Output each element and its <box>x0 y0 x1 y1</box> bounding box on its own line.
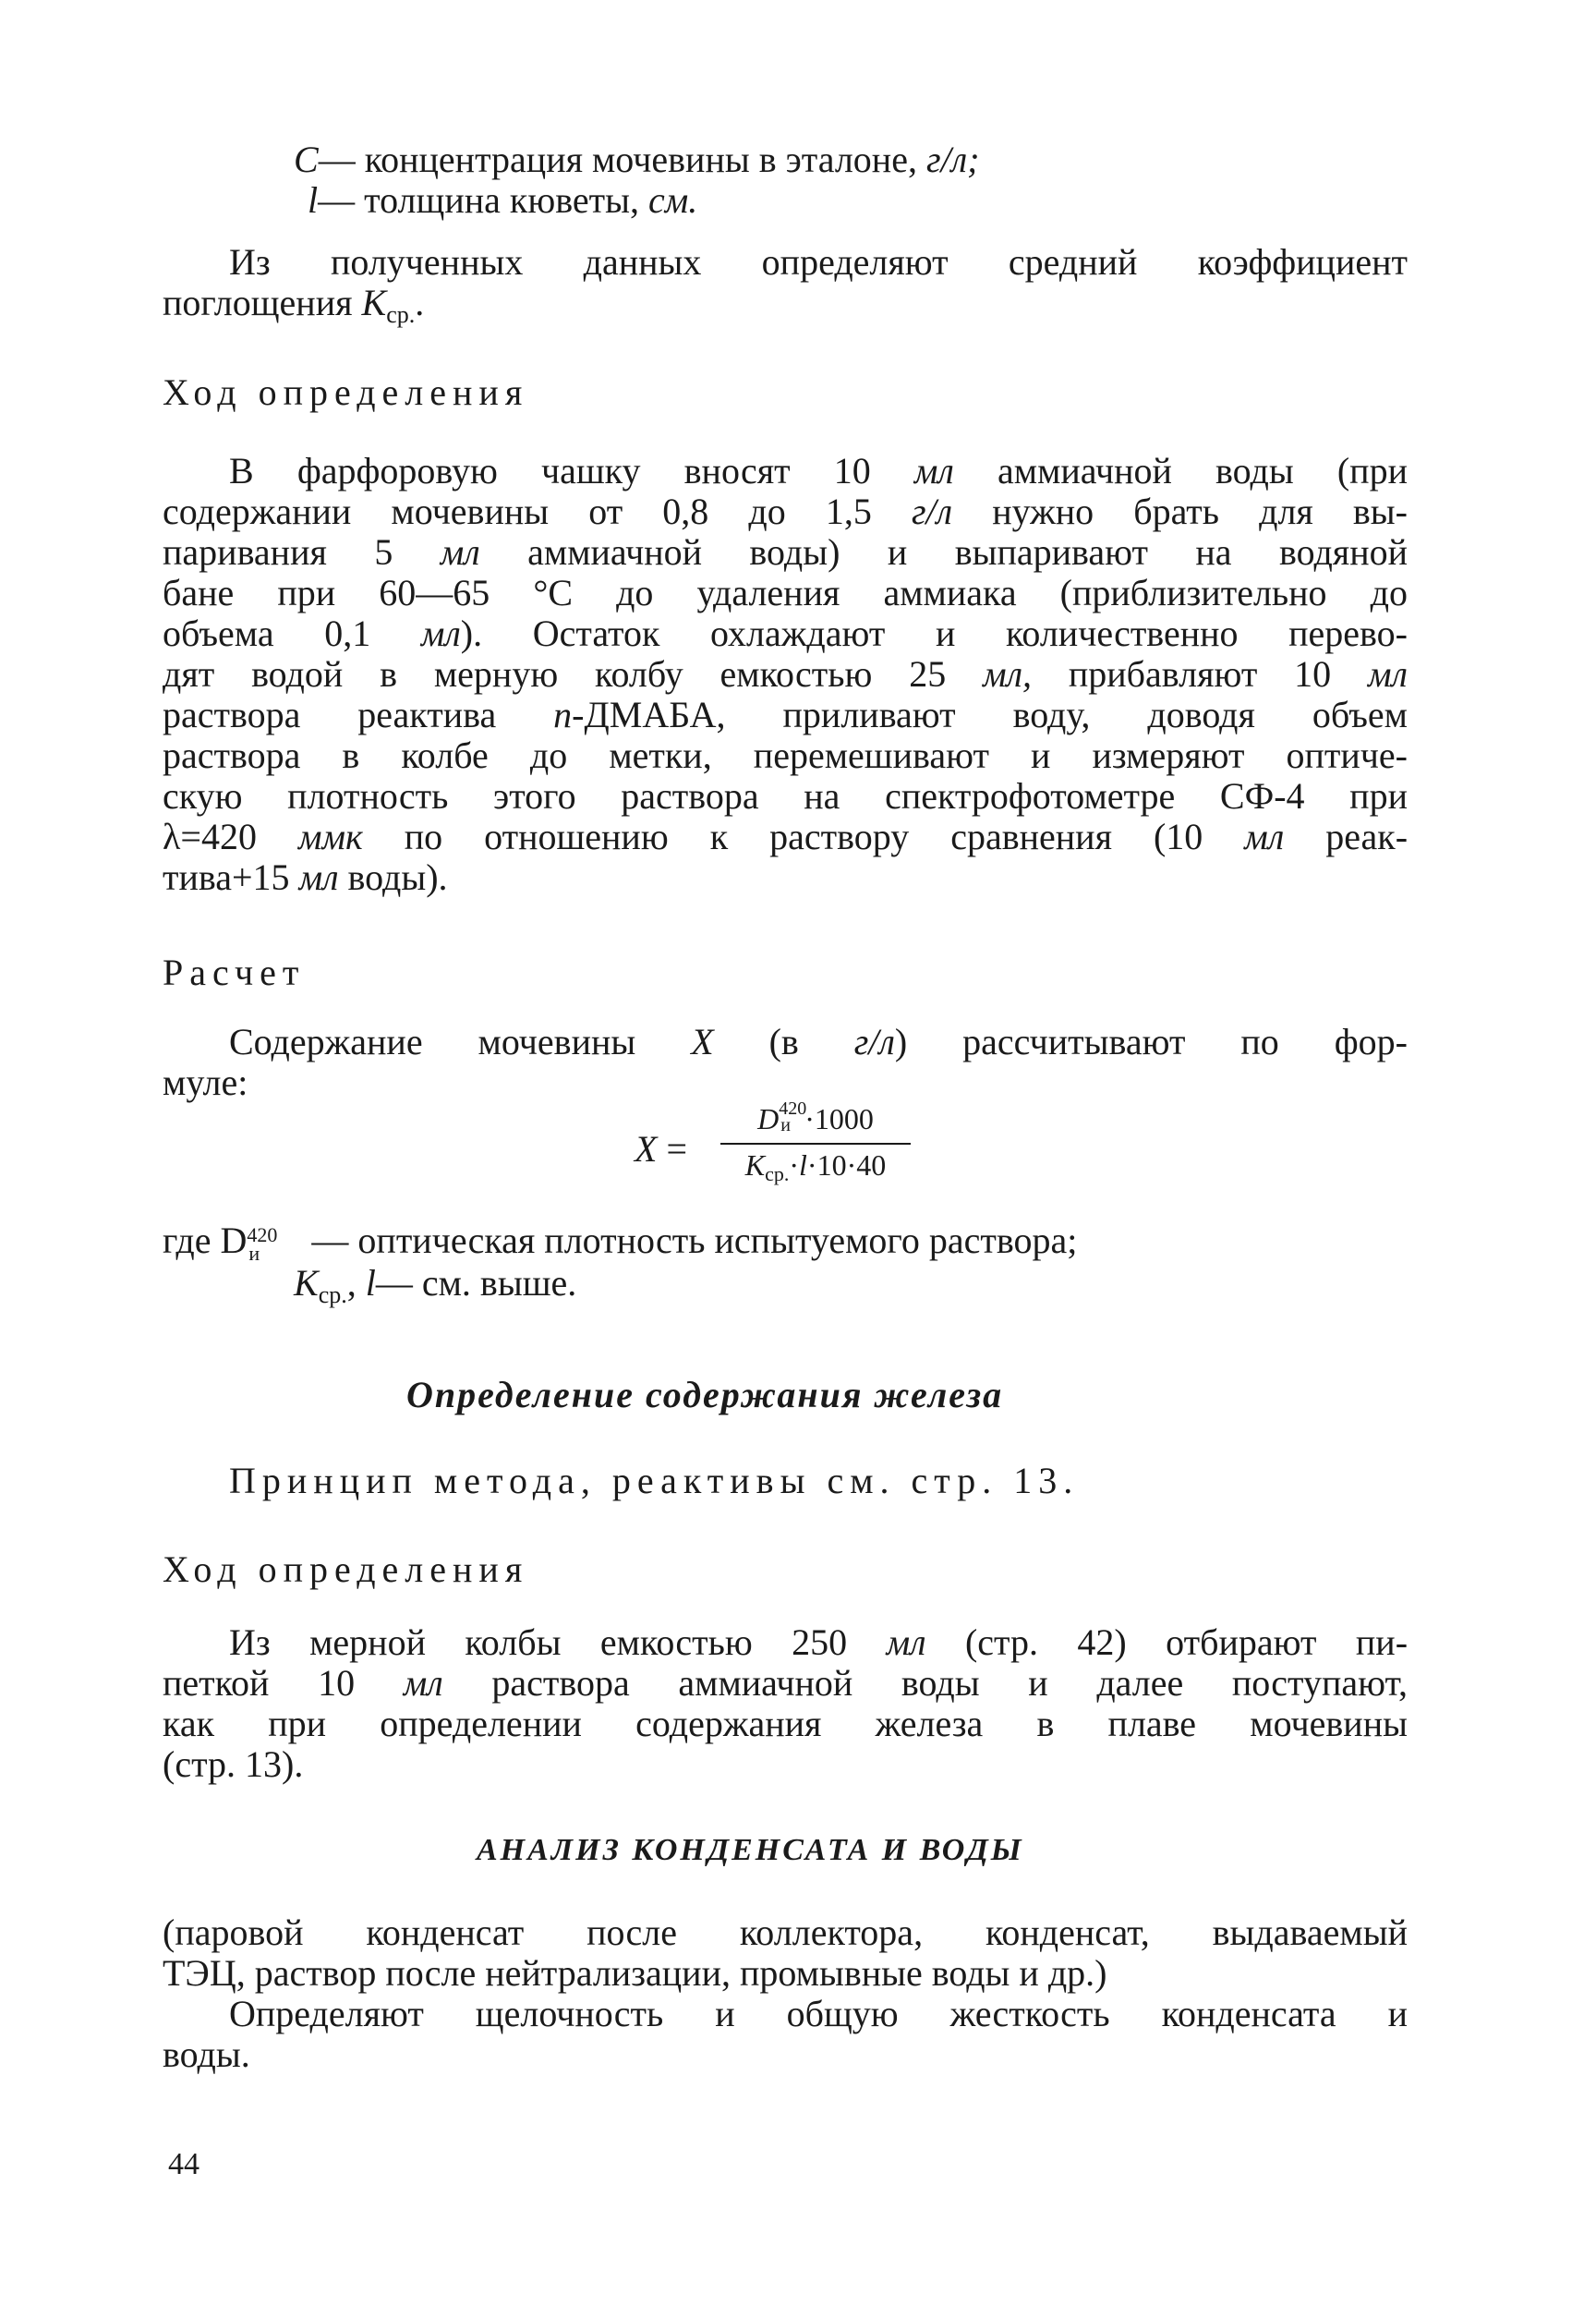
hod2-line-1: Из мерной колбы емкостью 250 мл (стр. 42) отбирают пи- <box>229 1621 1409 1663</box>
hod1-line-1: В фарфоровую чашку вносят 10 мл аммиачной воды (при <box>229 450 1408 492</box>
analysis-line-3: Определяют щелочность и общую жесткость конденсата и <box>229 1993 1408 2034</box>
hod1-line-8: раствора в колбе до метки, перемешивают и измеряют оптиче- <box>163 734 1408 776</box>
hod1-line-7: раствора реактива n-ДМАБА, приливают воду, доводя объем <box>163 694 1408 735</box>
hod-paragraph-1 <box>163 451 1408 898</box>
def-l-text: — толщина кюветы, <box>318 179 639 221</box>
hod1-line-11: тива+15 мл воды). <box>163 856 448 898</box>
where-line-2: $K_{ср.}$, l— см. выше. <box>294 1262 577 1308</box>
hod1-line-10: λ=420 ммк по отношению к раствору сравнения (10 мл реак- <box>163 816 1409 857</box>
formula <box>628 1095 942 1196</box>
def-c-unit: г/л; <box>925 139 980 180</box>
hod2-line-3: как при определении содержания железа в плаве мочевины <box>163 1703 1408 1744</box>
hod1-line-6: дят водой в мерную колбу емкостью 25 мл, прибавляют 10 мл <box>163 653 1408 695</box>
raschet-line-1: Содержание мочевины X (в г/л) рассчитывают по фор- <box>229 1021 1408 1062</box>
hod2-line-2: петкой 10 мл раствора аммиачной воды и далее поступают, <box>163 1662 1408 1704</box>
hod1-line-5: объема 0,1 мл). Остаток охлаждают и количественно перево- <box>163 613 1408 654</box>
def-l-unit: см. <box>647 179 698 221</box>
analysis-line-1: (паровой конденсат после коллектора, конденсат, выдаваемый <box>163 1912 1408 1953</box>
analysis-line-4: воды. <box>163 2033 250 2075</box>
formula-numerator: D 420 и ·1000 <box>757 1098 874 1135</box>
formula-denominator: Kср.·l·10·40 <box>744 1148 887 1185</box>
heading-hod-1: Ход определения <box>163 371 529 413</box>
raschet-paragraph <box>163 1022 1408 1103</box>
def-c-symbol: C <box>294 139 319 180</box>
hod-paragraph-2 <box>163 1622 1408 1785</box>
principle-line: Принцип метода, реактивы см. стр. 13. <box>229 1460 1080 1501</box>
analysis-line-2: ТЭЦ, раствор после нейтрализации, промывные воды и др.) <box>163 1952 1107 1994</box>
hod2-line-4: (стр. 13). <box>163 1743 304 1785</box>
hod1-line-2: содержании мочевины от 0,8 до 1,5 г/л нужно брать для вы- <box>163 491 1409 532</box>
raschet-line-2: муле: <box>163 1062 248 1103</box>
formula-fraction <box>720 1098 911 1189</box>
page-number: 44 <box>168 2147 200 2181</box>
heading-raschet: Расчет <box>163 952 306 993</box>
kcp-line-1: Из полученных данных определяют средний коэффициент <box>229 241 1408 283</box>
kcp-paragraph <box>163 242 1408 335</box>
def-l-symbol: l <box>308 179 319 221</box>
analysis-paragraph <box>163 1912 1408 2075</box>
heading-hod-2: Ход определения <box>163 1548 529 1590</box>
formula-lhs: X = <box>635 1128 687 1170</box>
kcp-line-2: поглощения $K_{ср.}$. <box>163 282 425 328</box>
hod1-line-9: скую плотность этого раствора на спектрофотометре СФ-4 при <box>163 775 1408 817</box>
def-c-line <box>294 139 979 180</box>
hod1-line-4: бане при 60—65 °С до удаления аммиака (приблизительно до <box>163 572 1408 613</box>
hod1-line-3: паривания 5 мл аммиачной воды) и выпаривают на водяной <box>163 531 1409 573</box>
heading-iron: Определение содержания железа <box>406 1374 1004 1415</box>
def-c-text: — концентрация мочевины в эталоне, <box>318 139 917 180</box>
where-line-1: где D 420 и — оптическая плотность испытуемого раствора; <box>163 1220 1078 1265</box>
def-l-line <box>308 179 697 221</box>
heading-analysis: АНАЛИЗ КОНДЕНСАТА И ВОДЫ <box>477 1833 1024 1867</box>
